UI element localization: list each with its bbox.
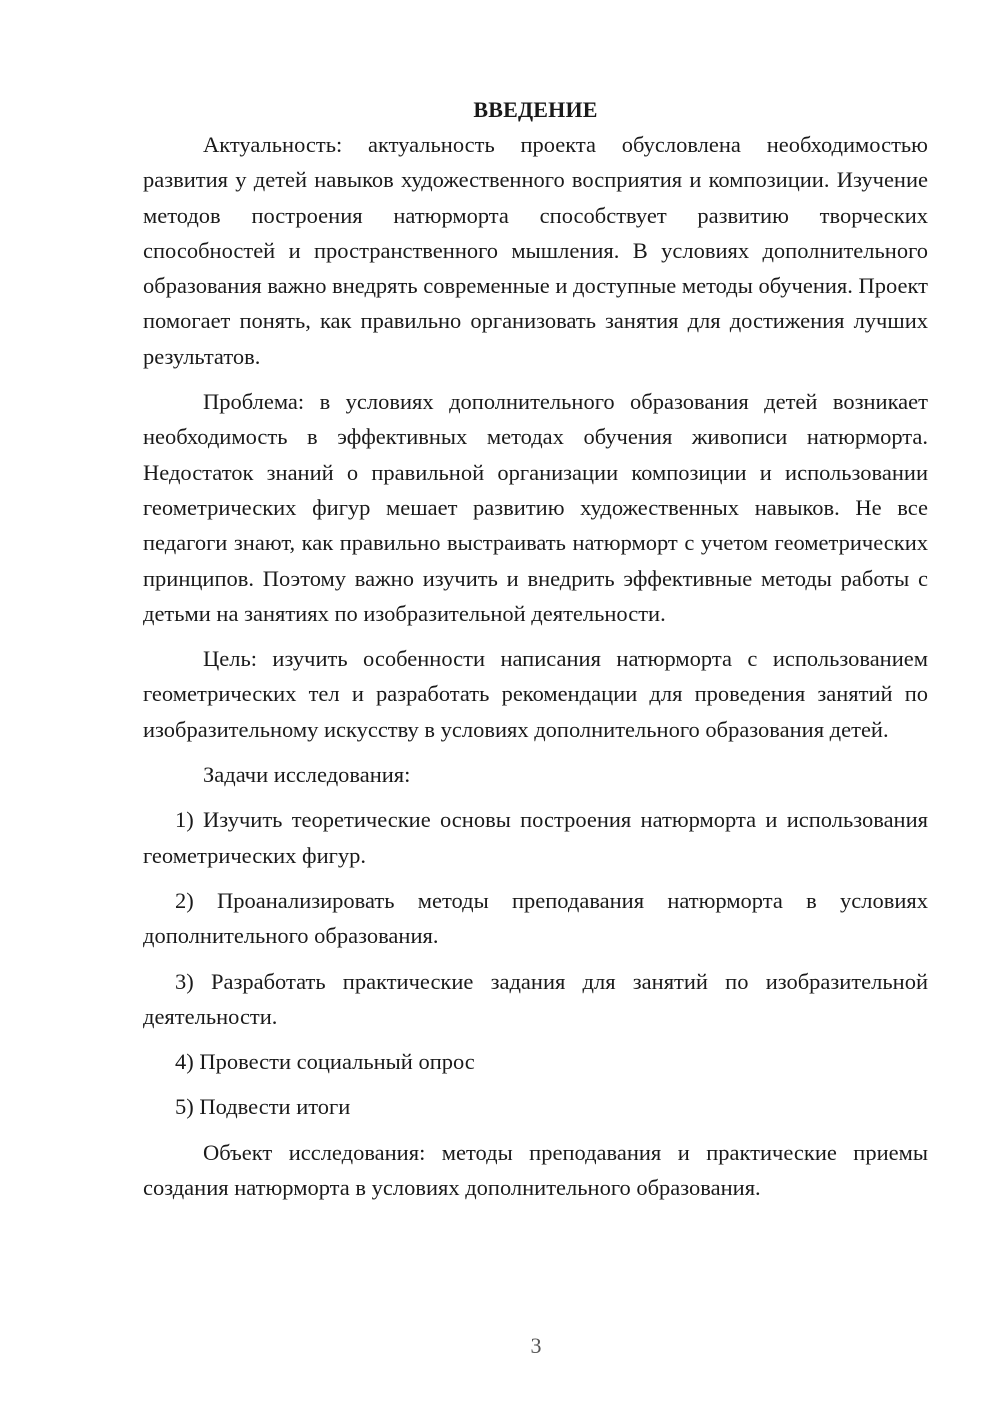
document-page bbox=[143, 92, 928, 1215]
task-item-3: 3) Разработать практические задания для занятий по изобразительной деятельности. bbox=[143, 968, 928, 1029]
problem-paragraph: Проблема: в условиях дополнительного образования детей возникает необходимость в эффективных методах обучения живописи натюрморта. Недостаток знаний о правильной организации композиции и использовании геометрических фигур мешает развитию художественных навыков. Не все педагоги знают, как правильно выстраивать натюрморт с учетом геометрических принципов. Поэтому важно изучить и внедрить эффективные методы работы с детьми на занятиях по изобразительной деятельности. bbox=[143, 389, 928, 626]
tasks-heading: Задачи исследования: bbox=[203, 762, 411, 788]
relevance-paragraph: Актуальность: актуальность проекта обусловлена необходимостью развития у детей навыков художественного восприятия и композиции. Изучение методов построения натюрморта способствует развитию творческих способностей и пространственного мышления. В условиях дополнительного образования важно внедрять современные и доступные методы обучения. Проект помогает понять, как правильно организовать занятия для достижения лучших результатов. bbox=[143, 132, 928, 369]
task-item-2: 2) Проанализировать методы преподавания натюрморта в условиях дополнительного образования. bbox=[143, 887, 928, 949]
task-item-4: 4) Провести социальный опрос bbox=[175, 1049, 475, 1075]
goal-paragraph: Цель: изучить особенности написания натюрморта с использованием геометрических тел и разработать рекомендации для проведения занятий по изобразительному искусству в условиях дополнительного образования детей. bbox=[143, 646, 928, 742]
task-item-5: 5) Подвести итоги bbox=[175, 1094, 351, 1120]
page-number: 3 bbox=[530, 1333, 542, 1358]
task-item-1: 1) Изучить теоретические основы построения натюрморта и использования геометрических фигур. bbox=[143, 807, 928, 868]
page-title: ВВЕДЕНИЕ bbox=[473, 97, 598, 122]
object-paragraph: Объект исследования: методы преподавания и практические приемы создания натюрморта в условиях дополнительного образования. bbox=[143, 1139, 928, 1201]
